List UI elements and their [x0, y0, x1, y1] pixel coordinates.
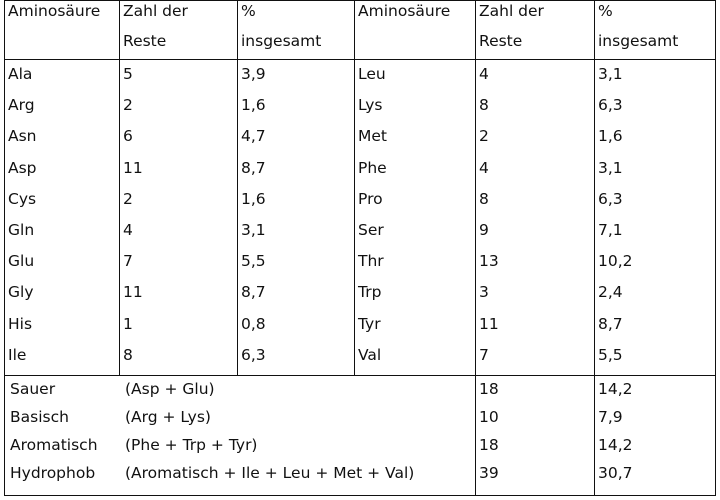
border-bottom	[4, 495, 716, 496]
summary-formula: (Phe + Trp + Tyr)	[125, 436, 258, 454]
table-cell-p2: 6,3	[598, 190, 623, 208]
border-top	[4, 0, 716, 1]
summary-percent: 30,7	[598, 464, 633, 482]
table-cell-n2: 11	[479, 315, 499, 333]
table-cell-aa1: Glu	[8, 252, 35, 270]
table-cell-p2: 7,1	[598, 221, 623, 239]
header-cell-line1: Aminosäure	[8, 2, 101, 20]
header-cell-line2: Reste	[479, 32, 523, 50]
table-cell-aa1: Ile	[8, 346, 27, 364]
table-cell-n1: 2	[123, 96, 133, 114]
table-cell-aa1: Cys	[8, 190, 37, 208]
summary-percent: 7,9	[598, 408, 623, 426]
table-cell-p2: 6,3	[598, 96, 623, 114]
table-cell-aa2: Lys	[358, 96, 383, 114]
table-cell-p1: 3,1	[241, 221, 266, 239]
table-cell-aa1: Gln	[8, 221, 35, 239]
summary-count: 18	[479, 380, 499, 398]
summary-percent: 14,2	[598, 380, 633, 398]
table-cell-n1: 11	[123, 159, 143, 177]
table-cell-aa2: Met	[358, 127, 387, 145]
table-cell-aa1: Asn	[8, 127, 37, 145]
table-cell-p1: 6,3	[241, 346, 266, 364]
border-left	[4, 0, 5, 496]
table-cell-p2: 2,4	[598, 283, 623, 301]
summary-formula: (Asp + Glu)	[125, 380, 215, 398]
table-cell-p1: 1,6	[241, 96, 266, 114]
amino-acid-table	[4, 0, 716, 496]
table-cell-aa2: Trp	[358, 283, 382, 301]
table-cell-p2: 10,2	[598, 252, 633, 270]
table-cell-p1: 3,9	[241, 65, 266, 83]
summary-count: 10	[479, 408, 499, 426]
header-cell-line1: Zahl der	[123, 2, 188, 20]
table-cell-p1: 8,7	[241, 283, 266, 301]
table-cell-n2: 8	[479, 96, 489, 114]
table-cell-n1: 2	[123, 190, 133, 208]
summary-name: Aromatisch	[10, 436, 98, 454]
header-cell-line1: %	[241, 2, 256, 20]
table-cell-n2: 7	[479, 346, 489, 364]
table-cell-aa2: Tyr	[358, 315, 381, 333]
summary-name: Sauer	[10, 380, 56, 398]
table-cell-n1: 7	[123, 252, 133, 270]
table-cell-n1: 8	[123, 346, 133, 364]
table-cell-n1: 4	[123, 221, 133, 239]
summary-formula: (Aromatisch + Ile + Leu + Met + Val)	[125, 464, 415, 482]
header-cell-line2: Reste	[123, 32, 167, 50]
header-cell-line2: insgesamt	[241, 32, 322, 50]
table-cell-n2: 4	[479, 65, 489, 83]
table-cell-p1: 5,5	[241, 252, 266, 270]
table-cell-n2: 13	[479, 252, 499, 270]
table-cell-aa1: His	[8, 315, 33, 333]
summary-percent: 14,2	[598, 436, 633, 454]
table-cell-n2: 3	[479, 283, 489, 301]
col-divider-3	[354, 0, 355, 375]
table-cell-n2: 9	[479, 221, 489, 239]
table-cell-p1: 0,8	[241, 315, 266, 333]
table-cell-aa1: Arg	[8, 96, 35, 114]
table-cell-aa2: Leu	[358, 65, 386, 83]
summary-divider	[4, 375, 716, 376]
table-cell-aa2: Pro	[358, 190, 383, 208]
table-cell-n2: 8	[479, 190, 489, 208]
summary-formula: (Arg + Lys)	[125, 408, 211, 426]
header-cell-line1: Zahl der	[479, 2, 544, 20]
table-cell-p1: 4,7	[241, 127, 266, 145]
table-cell-p1: 8,7	[241, 159, 266, 177]
header-cell-line1: %	[598, 2, 613, 20]
table-cell-aa1: Gly	[8, 283, 34, 301]
table-cell-p1: 1,6	[241, 190, 266, 208]
summary-count: 39	[479, 464, 499, 482]
col-divider-4	[475, 0, 476, 496]
col-divider-2	[237, 0, 238, 375]
header-cell-line1: Aminosäure	[358, 2, 451, 20]
table-cell-aa1: Ala	[8, 65, 33, 83]
table-cell-aa2: Ser	[358, 221, 384, 239]
table-cell-aa2: Thr	[358, 252, 384, 270]
summary-name: Hydrophob	[10, 464, 96, 482]
summary-count: 18	[479, 436, 499, 454]
table-cell-p2: 3,1	[598, 159, 623, 177]
table-cell-aa2: Phe	[358, 159, 387, 177]
table-cell-n1: 11	[123, 283, 143, 301]
header-divider	[4, 59, 716, 60]
table-cell-aa1: Asp	[8, 159, 37, 177]
header-cell-line2: insgesamt	[598, 32, 679, 50]
table-cell-aa2: Val	[358, 346, 382, 364]
table-cell-p2: 3,1	[598, 65, 623, 83]
table-cell-n2: 4	[479, 159, 489, 177]
table-cell-n1: 1	[123, 315, 133, 333]
table-cell-n1: 6	[123, 127, 133, 145]
border-right	[715, 0, 716, 496]
table-cell-p2: 8,7	[598, 315, 623, 333]
table-cell-n2: 2	[479, 127, 489, 145]
summary-name: Basisch	[10, 408, 69, 426]
table-cell-p2: 5,5	[598, 346, 623, 364]
col-divider-1	[119, 0, 120, 375]
table-cell-p2: 1,6	[598, 127, 623, 145]
table-cell-n1: 5	[123, 65, 133, 83]
col-divider-5	[594, 0, 595, 496]
